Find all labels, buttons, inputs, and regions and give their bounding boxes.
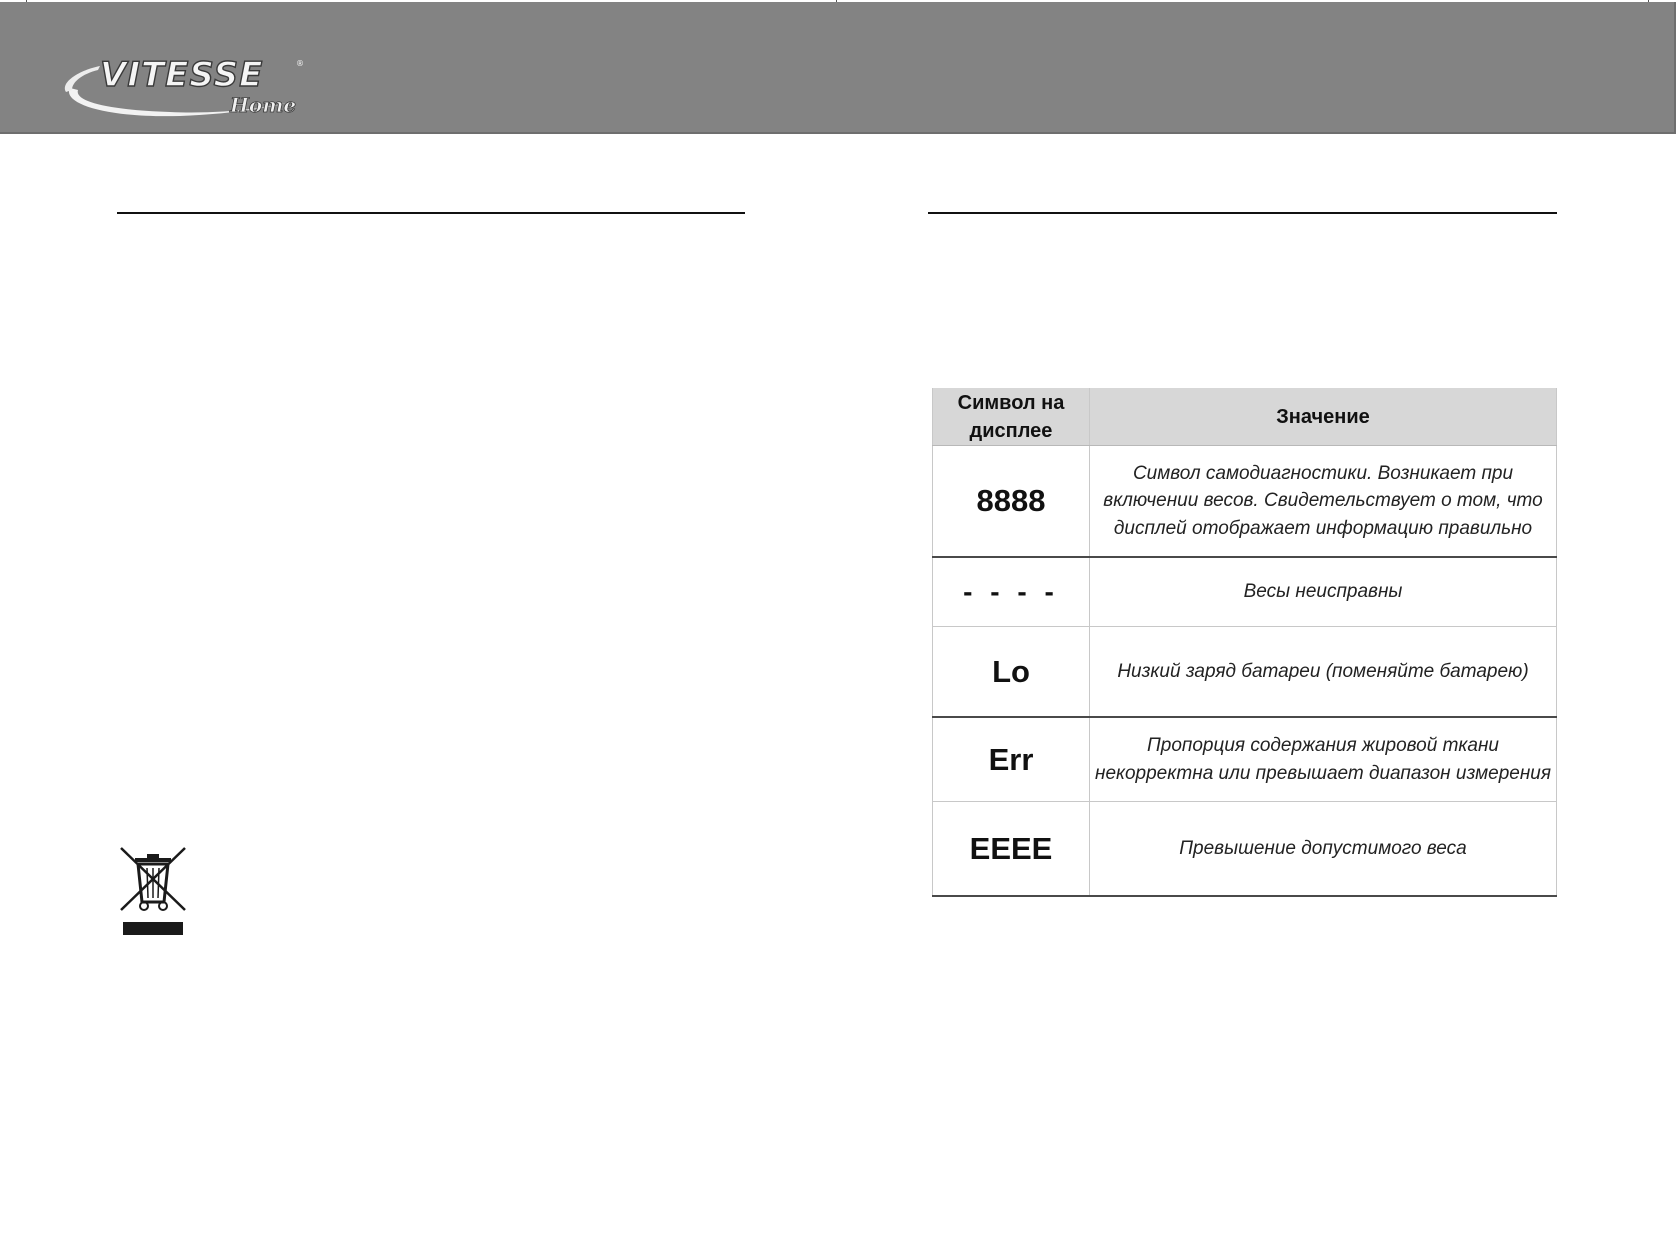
column-header-meaning: Значение (1090, 388, 1557, 446)
symbol-cell: EEEE (933, 802, 1090, 897)
symbol-cell: Err (933, 717, 1090, 802)
display-symbols-table (932, 388, 1557, 897)
symbol-cell: Lo (933, 627, 1090, 718)
table-row (933, 446, 1557, 558)
column-header-symbol: Символ на дисплее (933, 388, 1090, 446)
meaning-cell: Пропорция содержания жировой ткани некорректна или превышает диапазон измерения (1090, 717, 1557, 802)
table-row (933, 557, 1557, 627)
symbol-cell: - - - - (933, 557, 1090, 627)
table-row (933, 627, 1557, 718)
symbol-cell: 8888 (933, 446, 1090, 558)
meaning-cell: Символ самодиагностики. Возникает при включении весов. Свидетельствует о том, что дисплей отображает информацию правильно (1090, 446, 1557, 558)
svg-text:VITESSE: VITESSE (100, 55, 264, 95)
meaning-cell: Низкий заряд батареи (поменяйте батарею) (1090, 627, 1557, 718)
svg-text:®: ® (296, 59, 304, 68)
left-section-rule (117, 212, 745, 214)
table-row (933, 717, 1557, 802)
vitesse-home-logo (60, 52, 310, 132)
meaning-cell: Превышение допустимого веса (1090, 802, 1557, 897)
header-band (0, 2, 1676, 134)
svg-text:Home: Home (230, 93, 297, 117)
table-header-row (933, 388, 1557, 446)
meaning-cell: Весы неисправны (1090, 557, 1557, 627)
crossed-out-wheelie-bin-icon (117, 846, 189, 936)
right-section-rule (928, 212, 1557, 214)
table-row (933, 802, 1557, 897)
